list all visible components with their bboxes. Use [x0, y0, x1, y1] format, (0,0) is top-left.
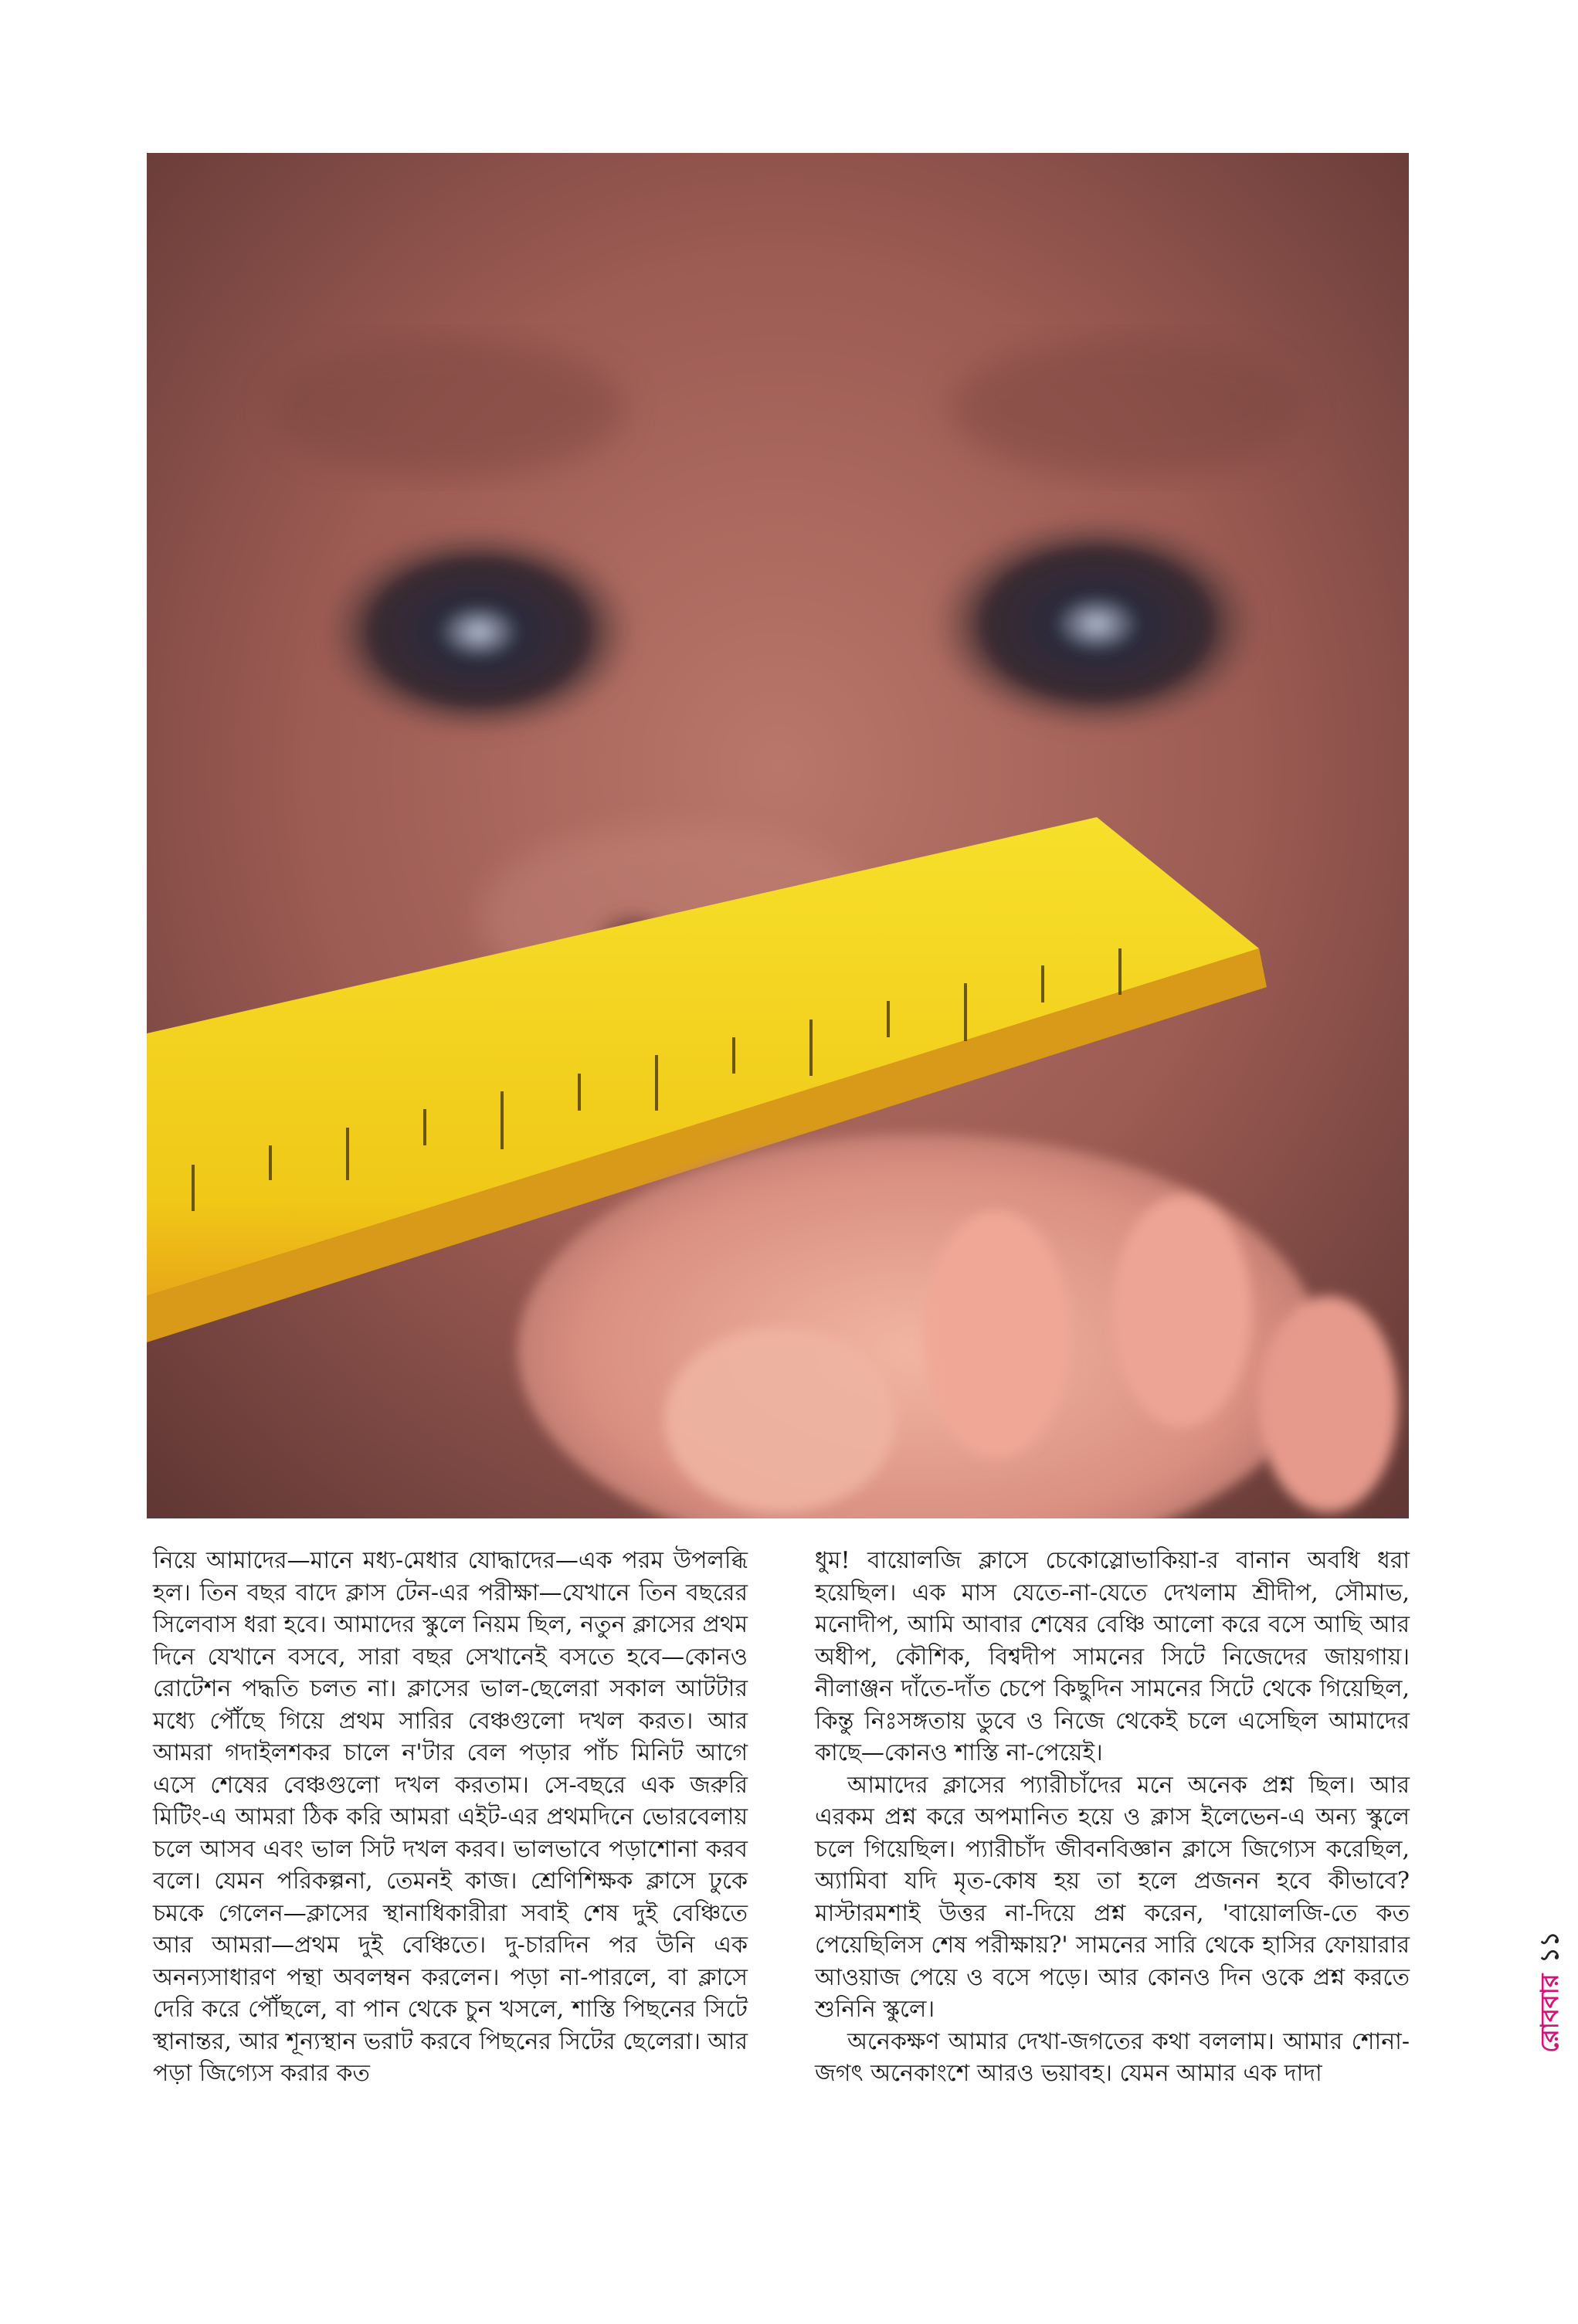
- article-column-right: [815, 1545, 1410, 2090]
- magazine-brand: রোববার: [1535, 1973, 1564, 2053]
- paragraph: ধুম! বায়োলজি ক্লাসে চেকোস্লোভাকিয়া-র বানান অবধি ধরা হয়েছিল। এক মাস যেতে-না-যেতে দেখলাম শ্রীদীপ, সৌমাভ, মনোদীপ, আমি আবার শেষের বেঞ্চি আলো করে বসে আছি আর অধীপ, কৌশিক, বিশ্বদীপ সামনের সিটে নিজেদের জায়গায়। নীলাঞ্জন দাঁতে-দাঁত চেপে কিছুদিন সামনের সিটে থেকে গিয়েছিল, কিন্তু নিঃসঙ্গতায় ডুবে ও নিজে থেকেই চলে এসেছিল আমাদের কাছে—কোনও শাস্তি না-পেয়েই।: [815, 1547, 1410, 1766]
- paragraph: নিয়ে আমাদের—মানে মধ্য-মেধার যোদ্ধাদের—এক পরম উপলব্ধি হল। তিন বছর বাদে ক্লাস টেন-এর পরীক্ষা—যেখানে তিন বছরের সিলেবাস ধরা হবে। আমাদের স্কুলে নিয়ম ছিল, নতুন ক্লাসের প্রথম দিনে যেখানে বসবে, সারা বছর সেখানেই বসতে হবে—কোনও রোটেশন পদ্ধতি চলত না। ক্লাসের ভাল-ছেলেরা সকাল আটটার মধ্যে পৌঁছে গিয়ে প্রথম সারির বেঞ্চগুলো দখল করত। আর আমরা গদাইলশকর চালে ন'টার বেল পড়ার পাঁচ মিনিট আগে এসে শেষের বেঞ্চগুলো দখল করতাম। সে-বছরে এক জরুরি মিটিং-এ আমরা ঠিক করি আমরা এইট-এর প্রথমদিনে ভোরবেলায় চলে আসব এবং ভাল সিট দখল করব। ভালভাবে পড়াশোনা করব বলে। যেমন পরিকল্পনা, তেমনই কাজ। শ্রেণিশিক্ষক ক্লাসে ঢুকে চমকে গেলেন—ক্লাসের স্থানাধিকারীরা সবাই শেষ দুই বেঞ্চিতে আর আমরা—প্রথম দুই বেঞ্চিতে। দু-চারদিন পর উনি এক অনন্যসাধারণ পন্থা অবলম্বন করলেন। পড়া না-পারলে, বা ক্লাসে দেরি করে পৌঁছলে, বা পান থেকে চুন খসলে, শাস্তি পিছনের সিটে স্থানান্তর, আর শূন্যস্থান ভরাট করবে পিছনের সিটের ছেলেরা। আর পড়া জিগ্যেস করার কত: [153, 1547, 748, 2087]
- page-footer: [1529, 1931, 1570, 2053]
- paragraph: অনেকক্ষণ আমার দেখা-জগতের কথা বললাম। আমার শোনা-জগৎ অনেকাংশে আরও ভয়াবহ। যেমন আমার এক দাদা: [815, 2027, 1410, 2087]
- article-column-left: [153, 1545, 748, 2090]
- page-number: ১১: [1535, 1931, 1564, 1963]
- article-photo: [147, 153, 1409, 1518]
- paragraph: আমাদের ক্লাসের প্যারীচাঁদের মনে অনেক প্রশ্ন ছিল। আর এরকম প্রশ্ন করে অপমানিত হয়ে ও ক্লাস ইলেভেন-এ অন্য স্কুলে চলে গিয়েছিল। প্যারীচাঁদ জীবনবিজ্ঞান ক্লাসে জিগ্যেস করেছিল, অ্যামিবা যদি মৃত-কোষ হয় তা হলে প্রজনন হবে কীভাবে? মাস্টারমশাই উত্তর না-দিয়ে প্রশ্ন করেন, 'বায়োলজি-তে কত পেয়েছিলিস শেষ পরীক্ষায়?' সামনের সারি থেকে হাসির ফোয়ারার আওয়াজ পেয়ে ও বসে পড়ে। আর কোনও দিন ওকে প্রশ্ন করতে শুনিনি স্কুলে।: [815, 1771, 1410, 2023]
